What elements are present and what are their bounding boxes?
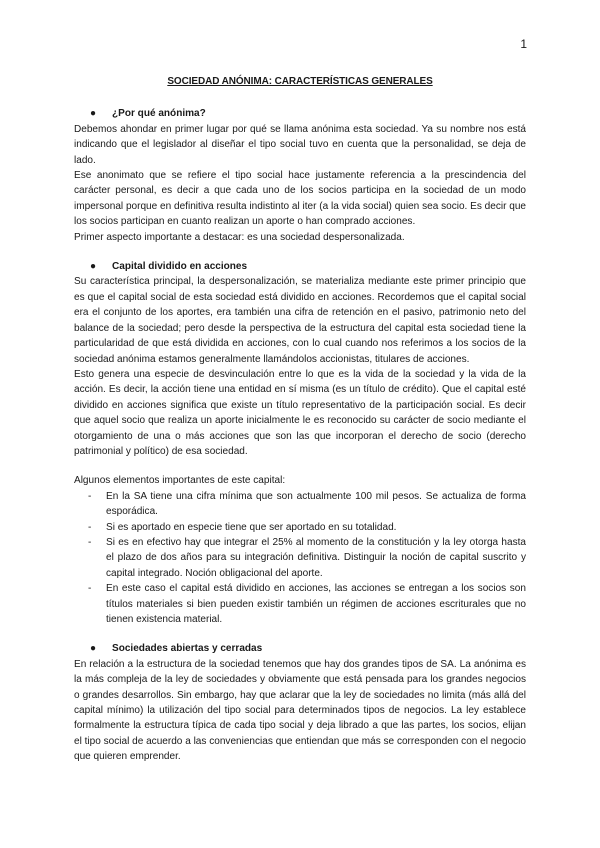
list-intro: Algunos elementos importantes de este capital: <box>74 475 286 487</box>
spacer <box>74 627 526 641</box>
bullet-icon: ● <box>90 108 97 120</box>
page-number: 1 <box>520 37 527 51</box>
spacer <box>74 245 526 259</box>
list-item-text: Si es en efectivo hay que integrar el 25% al momento de la constitución y la ley otorga hasta el plazo de dos años para su integración definitiva. Distinguir la noción de capital suscrito y capital integrado. Noción obligacional del aporte. <box>106 536 526 579</box>
list-item-text: Si es aportado en especie tiene que ser aportado en su totalidad. <box>106 521 397 533</box>
dash-marker: - <box>88 583 92 595</box>
document-title: SOCIEDAD ANÓNIMA: CARACTERÍSTICAS GENERALES <box>167 76 433 87</box>
document-body <box>74 68 526 765</box>
heading-text: ¿Por qué anónima? <box>112 108 206 120</box>
paragraph: Debemos ahondar en primer lugar por qué se llama anónima esta sociedad. Ya su nombre nos está indicando que el legislador al diseñar el tipo social tuvo en cuenta que la personalidad, se deja de lado. <box>74 123 526 166</box>
dash-marker: - <box>88 490 92 502</box>
heading-text: Sociedades abiertas y cerradas <box>112 643 263 655</box>
paragraph: Ese anonimato que se refiere el tipo social hace justamente referencia a la prescindencia del carácter personal, es decir a que cada uno de los socios participa en la sociedad de un modo impersonal porque en definitiva resulta indistinto al iter (a la vida social) quien sea socio. Es decir que los socios participan en cuanto realizan un aporte o han comprado acciones. <box>74 170 526 228</box>
paragraph: Esto genera una especie de desvinculación entre lo que es la vida de la sociedad y la vida de la acción. Es decir, la acción tiene una entidad en sí misma (es un título de crédito). Que el capital esté dividido en acciones significa que existe un título representativo de la participación social. Es decir que aquel socio que realiza un aporte inicialmente le es reconocido su carácter de socio mediante el otorgamiento de una o más acciones que son las que incorporan el derecho de socio (derecho patrimonial y político) de esa sociedad. <box>74 368 526 457</box>
dash-marker: - <box>88 521 92 533</box>
section-heading-porque <box>74 106 526 121</box>
section-heading-sociedades <box>74 641 526 656</box>
paragraph: Su característica principal, la despersonalización, se materializa mediante este primer principio que es que el capital social de esta sociedad está dividido en acciones. Recordemos que el capital social era el conjunto de los aportes, era también una cifra de retención en el pasivo, patrimonio neto del balance de la sociedad; pero desde la perspectiva de la estructura del capital esta sociedad tiene la particularidad de que está dividida en acciones, con lo cual cuando nos referimos a los socios de la sociedad anónima estamos generalmente llamándolos accionistas, titulares de acciones. <box>74 276 526 365</box>
paragraph: En relación a la estructura de la sociedad tenemos que hay dos grandes tipos de SA. La anónima es la más compleja de la ley de sociedades y obviamente que está pensada para los grandes negocios o grandes desarrollos. Sin embargo, hay que aclarar que la ley de sociedades no limita (más allá del capital mínimo) la utilización del tipo social para determinados tipos de negocios. La ley establece formalmente la estructura típica de cada tipo social y deja librado a que las partes, los socios, elijan el tipo social de acuerdo a las conveniencias que entiendan que más se corresponden con el negocio que quieren emprender. <box>74 658 526 763</box>
bullet-icon: ● <box>90 261 97 273</box>
list-item <box>74 535 526 581</box>
paragraph: Primer aspecto importante a destacar: es una sociedad despersonalizada. <box>74 231 405 243</box>
list-item <box>74 489 526 520</box>
spacer <box>74 459 526 473</box>
list-item-text: En la SA tiene una cifra mínima que son actualmente 100 mil pesos. Se actualiza de forma esporádica. <box>106 490 526 518</box>
section-heading-capital <box>74 259 526 274</box>
list-item <box>74 520 526 535</box>
capital-elements-list <box>74 489 526 628</box>
bullet-icon: ● <box>90 643 97 655</box>
heading-text: Capital dividido en acciones <box>112 261 248 273</box>
dash-marker: - <box>88 536 92 548</box>
list-item <box>74 581 526 627</box>
list-item-text: En este caso el capital está dividido en acciones, las acciones se entregan a los socios son títulos materiales si bien pueden existir también un régimen de acciones escriturales que no tienen existencia material. <box>106 583 526 625</box>
